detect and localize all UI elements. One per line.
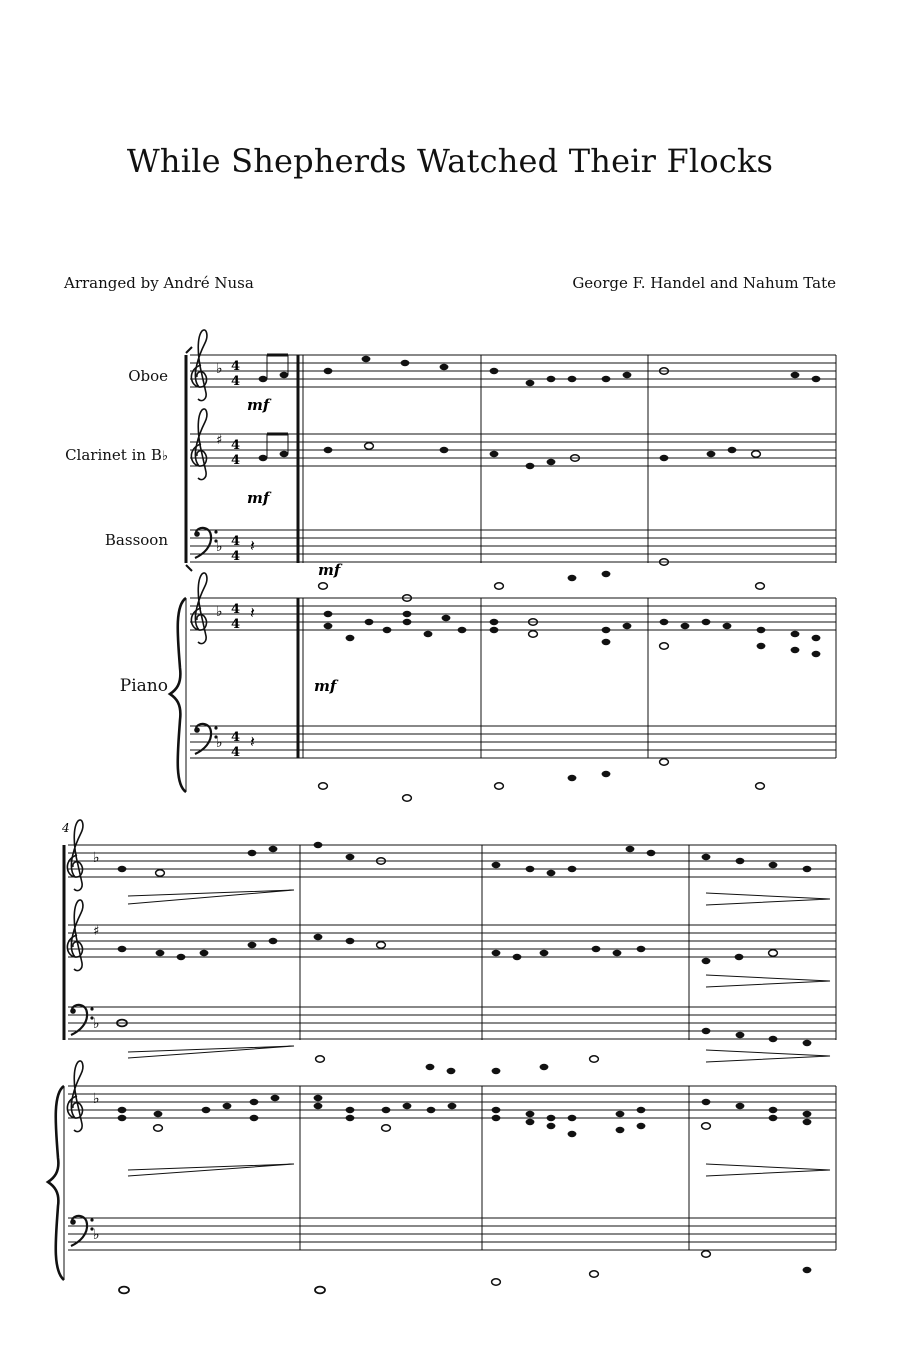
flat-key-icon: ♭ [93,850,100,866]
crescendo-hairpin [128,1046,294,1058]
piano-bass-staff [190,726,836,758]
system-2 [48,820,836,1293]
diminuendo-hairpin [706,1164,830,1176]
flat-key-icon: ♭ [216,361,223,377]
piano-bass-notes [319,759,765,801]
piano-grand-staff-2 [48,1061,836,1293]
flat-key-icon: ♭ [216,735,223,751]
crescendo-hairpin [128,890,294,904]
piano-treble-notes-2 [118,1095,812,1137]
treble-clef-icon [191,573,207,644]
sharp-key-icon: ♯ [216,433,223,448]
bass-clef-icon [70,1216,93,1246]
flat-key-icon: ♭ [93,1016,100,1032]
time-signature-bottom: 4 [231,374,241,389]
staff-oboe [190,330,836,414]
flat-key-icon: ♭ [93,1227,100,1243]
quarter-rest-icon: 𝄽 [250,536,255,555]
flat-symbol: ♭ [161,449,168,464]
instrument-label-bassoon: Bassoon [104,531,168,549]
bassoon-notes [319,559,765,601]
piano-bass-notes-2 [119,1251,811,1294]
time-signature-top: 4 [231,534,241,549]
composer-credit: George F. Handel and Nahum Tate [572,274,836,292]
diminuendo-hairpin [706,1050,830,1062]
measure-number: 4 [62,821,70,835]
system-2-barlines [300,845,836,1250]
time-signature-bottom: 4 [231,453,241,468]
quarter-rest-icon: 𝄽 [250,732,255,751]
page-title: While Shepherds Watched Their Flocks [126,142,774,180]
staff-clarinet [190,409,836,507]
bass-clef-icon [194,724,217,754]
piano-treble-notes [324,611,821,657]
staff-bassoon-2 [68,1007,836,1039]
instrument-label-piano: Piano [119,676,168,696]
quarter-rest-icon: 𝄽 [250,603,255,622]
time-signature-top: 4 [231,438,241,453]
diminuendo-hairpin [706,893,830,905]
time-signature-bottom: 4 [231,745,241,760]
sharp-key-icon: ♯ [93,924,100,939]
time-signature-bottom: 4 [231,617,241,632]
crescendo-hairpin [128,1164,294,1176]
piano-brace [48,1086,64,1280]
arranger-credit: Arranged by André Nusa [64,274,254,292]
clarinet-name: Clarinet in B [65,446,162,464]
treble-clef-icon [67,1061,83,1132]
time-signature-top: 4 [231,602,241,617]
flat-key-icon: ♭ [216,604,223,620]
bracket-hook-top [186,347,192,353]
piano-brace [170,598,186,792]
treble-clef-icon [67,820,83,891]
treble-clef-icon [67,900,83,971]
time-signature-top: 4 [231,730,241,745]
flat-key-icon: ♭ [93,1091,100,1107]
diminuendo-hairpin [706,975,830,987]
bass-clef-icon [194,528,217,558]
time-signature-bottom: 4 [231,549,241,564]
treble-clef-icon [191,409,207,480]
piano-bass-staff-2 [68,1218,836,1250]
staff-bassoon [190,528,836,601]
piano-treble-staff-2 [68,1086,836,1118]
system-1-barlines [298,355,836,758]
bracket-hook-bottom [186,565,192,571]
staff-oboe-2 [68,845,836,877]
instrument-label-oboe: Oboe [128,367,168,385]
dynamic-piano: mf [314,677,337,695]
treble-clef-icon [191,330,207,401]
piano-treble-staff [190,598,836,630]
dynamic-bassoon: mf [318,561,341,579]
system-1 [170,330,836,801]
flat-key-icon: ♭ [216,539,223,555]
piano-grand-staff [170,573,836,801]
dynamic-clarinet: mf [247,489,270,507]
bass-clef-icon [70,1005,93,1035]
dynamic-oboe: mf [247,396,270,414]
staff-clarinet-2 [68,925,836,957]
time-signature-top: 4 [231,359,241,374]
clarinet-notes [259,434,761,469]
bassoon-notes-2 [117,1020,811,1075]
oboe-notes-2 [118,842,812,876]
